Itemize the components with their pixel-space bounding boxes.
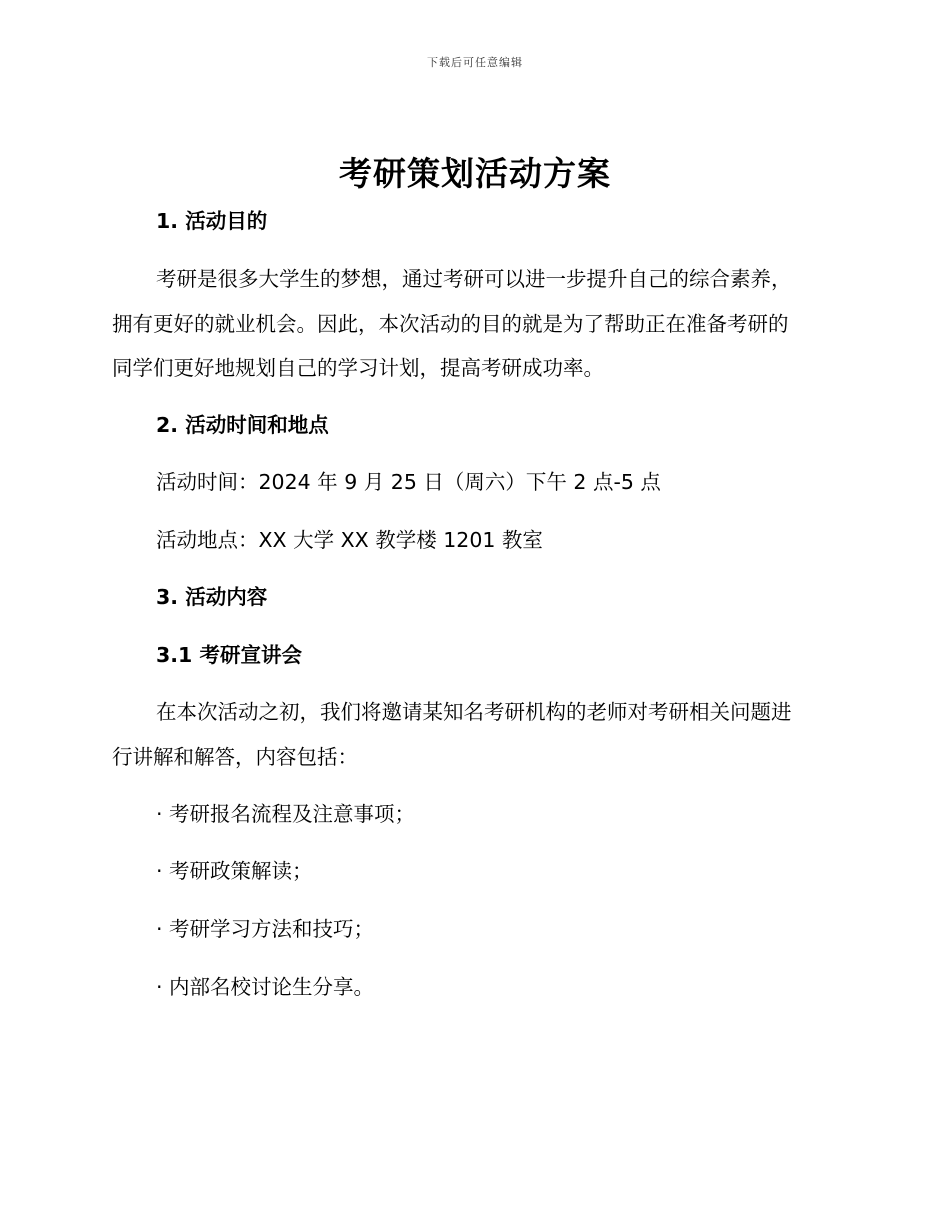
list-item: · 考研报名流程及注意事项； <box>156 802 416 826</box>
activity-place: 活动地点：XX 大学 XX 教学楼 1201 教室 <box>156 528 543 552</box>
list-item: · 考研学习方法和技巧； <box>156 917 375 941</box>
section-1-paragraph-line-3: 同学们更好地规划自己的学习计划，提高考研成功率。 <box>112 356 604 380</box>
section-3-1-paragraph-line-2: 行讲解和解答，内容包括： <box>112 745 358 769</box>
list-item: · 内部名校讨论生分享。 <box>156 975 375 999</box>
section-1-paragraph-line-2: 拥有更好的就业机会。因此，本次活动的目的就是为了帮助正在准备考研的 <box>112 312 789 336</box>
section-2-heading: 2. 活动时间和地点 <box>156 413 329 437</box>
section-1-heading: 1. 活动目的 <box>156 209 268 233</box>
document-title: 考研策划活动方案 <box>339 154 611 193</box>
list-item: · 考研政策解读； <box>156 859 313 883</box>
header-note: 下载后可任意编辑 <box>427 56 523 69</box>
section-1-paragraph-line-1: 考研是很多大学生的梦想，通过考研可以进一步提升自己的综合素养， <box>156 267 792 291</box>
section-3-1-heading: 3.1 考研宣讲会 <box>156 643 302 667</box>
section-3-heading: 3. 活动内容 <box>156 585 268 609</box>
section-3-1-paragraph-line-1: 在本次活动之初，我们将邀请某知名考研机构的老师对考研相关问题进 <box>156 700 792 724</box>
activity-time: 活动时间：2024 年 9 月 25 日（周六）下午 2 点-5 点 <box>156 470 661 494</box>
